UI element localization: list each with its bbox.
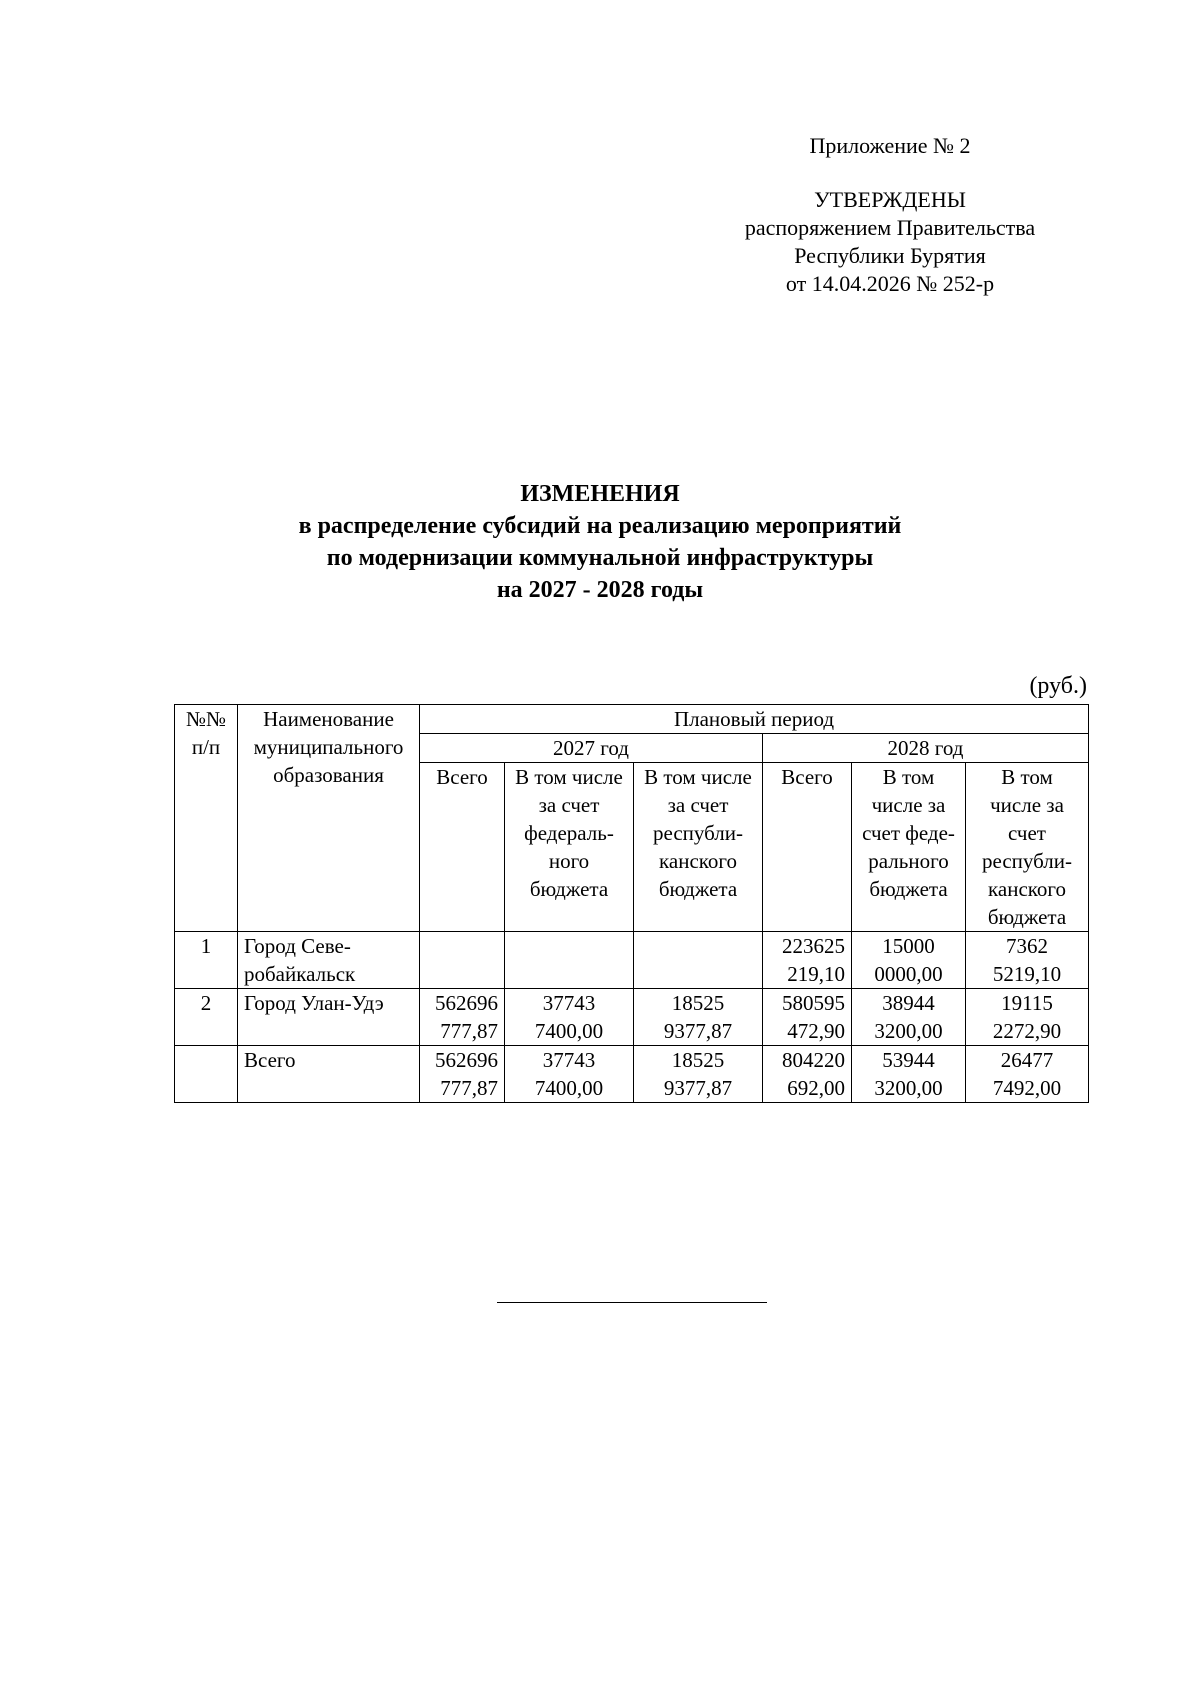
cell-num <box>175 1046 238 1103</box>
cell-federal-2027: 37743 7400,00 <box>505 1046 634 1103</box>
approved-label: УТВЕРЖДЕНЫ <box>814 187 966 212</box>
cell-republic-2028: 7362 5219,10 <box>966 932 1089 989</box>
cell-total-2028: 804220 692,00 <box>763 1046 852 1103</box>
cell-total-2028: 223625 219,10 <box>763 932 852 989</box>
document-title <box>100 478 1100 606</box>
subsidy-table <box>174 704 1089 1103</box>
table-body <box>175 932 1089 1103</box>
cell-republic-2027: 18525 9377,87 <box>634 1046 763 1103</box>
header-republic-2027: В том числе за счет республи- канского бюджета <box>634 763 763 932</box>
table-row <box>175 932 1089 989</box>
title-line-3: по модернизации коммунальной инфраструктуры <box>326 545 874 571</box>
header-federal-2027: В том числе за счет федераль- ного бюджета <box>505 763 634 932</box>
approval-header <box>700 132 1080 298</box>
cell-republic-2028: 26477 7492,00 <box>966 1046 1089 1103</box>
approved-by-line-2: Республики Бурятия <box>794 243 986 268</box>
cell-federal-2028: 15000 0000,00 <box>852 932 966 989</box>
cell-total-2027: 562696 777,87 <box>420 1046 505 1103</box>
cell-num: 1 <box>175 932 238 989</box>
cell-federal-2027 <box>505 932 634 989</box>
table-row <box>175 1046 1089 1103</box>
table-row <box>175 989 1089 1046</box>
header-row-1 <box>175 705 1089 734</box>
cell-num: 2 <box>175 989 238 1046</box>
cell-total-2027: 562696 777,87 <box>420 989 505 1046</box>
footer-separator-line <box>497 1302 767 1303</box>
header-municipality: Наименование муниципального образования <box>238 705 420 932</box>
header-year-2027: 2027 год <box>420 734 763 763</box>
appendix-label: Приложение № 2 <box>809 133 971 158</box>
cell-republic-2027: 18525 9377,87 <box>634 989 763 1046</box>
header-planned-period: Плановый период <box>420 705 1089 734</box>
cell-municipality: Город Улан-Удэ <box>238 989 420 1046</box>
cell-municipality: Всего <box>238 1046 420 1103</box>
header-total-2028: Всего <box>763 763 852 932</box>
cell-federal-2028: 38944 3200,00 <box>852 989 966 1046</box>
cell-federal-2028: 53944 3200,00 <box>852 1046 966 1103</box>
header-federal-2028: В том числе за счет феде- рального бюджета <box>852 763 966 932</box>
header-num: №№ п/п <box>175 705 238 932</box>
header-year-2028: 2028 год <box>763 734 1089 763</box>
title-line-4: на 2027 - 2028 годы <box>496 577 704 603</box>
cell-municipality: Город Севе- робайкальск <box>238 932 420 989</box>
cell-federal-2027: 37743 7400,00 <box>505 989 634 1046</box>
title-line-2: в распределение субсидий на реализацию мероприятий <box>298 513 902 539</box>
header-republic-2028: В том числе за счет республи- канского бюджета <box>966 763 1089 932</box>
title-line-1: ИЗМЕНЕНИЯ <box>520 481 680 507</box>
currency-unit: (руб.) <box>1029 673 1087 699</box>
cell-republic-2027 <box>634 932 763 989</box>
approved-date: от 14.04.2026 № 252-р <box>785 271 995 296</box>
cell-total-2028: 580595 472,90 <box>763 989 852 1046</box>
cell-total-2027 <box>420 932 505 989</box>
cell-republic-2028: 19115 2272,90 <box>966 989 1089 1046</box>
header-total-2027: Всего <box>420 763 505 932</box>
approved-by-line-1: распоряжением Правительства <box>744 215 1036 240</box>
